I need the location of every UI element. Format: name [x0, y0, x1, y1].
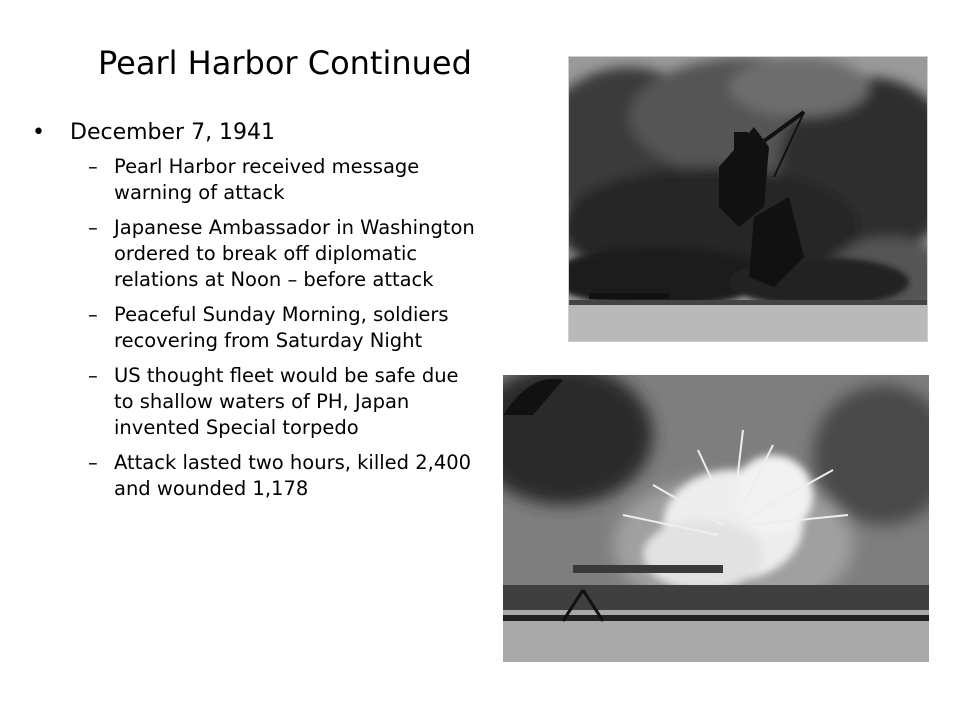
sub-bullet-item: [30, 215, 480, 293]
sub-bullet-item: [30, 450, 480, 502]
sub-bullet-marker: –: [88, 303, 98, 326]
sub-bullet-text: US thought fleet would be safe due to shallow waters of PH, Japan invented Special torpedo: [114, 364, 459, 439]
bullet-list: [30, 118, 480, 511]
sub-bullet-item: [30, 302, 480, 354]
sub-bullet-text: Attack lasted two hours, killed 2,400 and wounded 1,178: [114, 451, 472, 500]
main-bullet-text: December 7, 1941: [70, 120, 276, 145]
sub-bullet-marker: –: [88, 364, 98, 387]
sub-bullet-text: Japanese Ambassador in Washington ordered to break off diplomatic relations at Noon – before attack: [114, 216, 475, 291]
explosion-image: [503, 375, 929, 662]
sub-bullet-text: Pearl Harbor received message warning of attack: [114, 155, 420, 204]
burning-battleship-image: [569, 57, 928, 342]
main-bullet: [30, 118, 480, 148]
sub-bullet-item: [30, 363, 480, 441]
sub-bullet-marker: –: [88, 155, 98, 178]
bullet-marker: •: [32, 120, 45, 145]
sub-bullet-marker: –: [88, 451, 98, 474]
sub-bullet-text: Peaceful Sunday Morning, soldiers recovering from Saturday Night: [114, 303, 449, 352]
sub-bullet-marker: –: [88, 216, 98, 239]
sub-bullet-list: [30, 154, 480, 502]
burning-battleship-photo: [568, 56, 928, 342]
slide-title: Pearl Harbor Continued: [98, 44, 472, 82]
sub-bullet-item: [30, 154, 480, 206]
explosion-photo: [503, 375, 929, 662]
